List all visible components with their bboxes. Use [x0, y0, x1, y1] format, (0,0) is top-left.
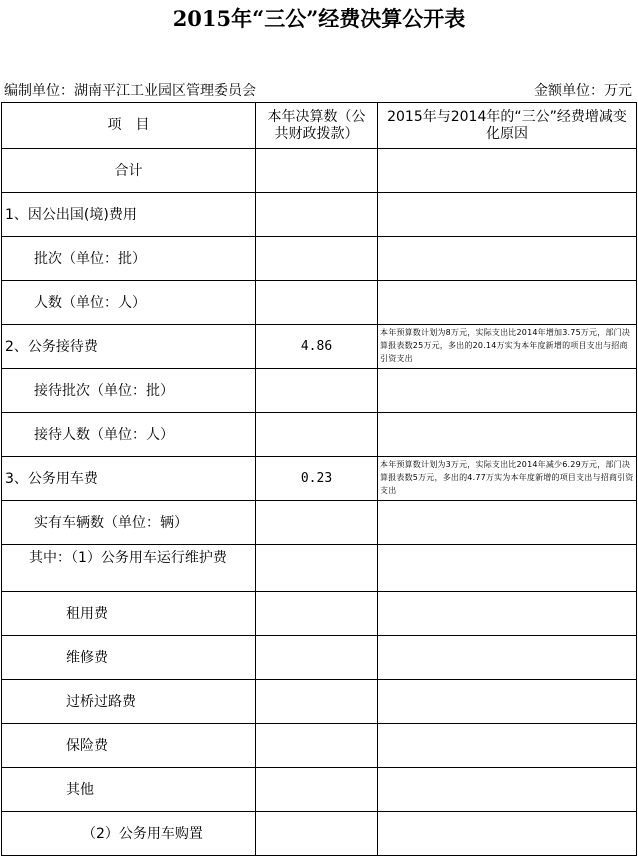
row-reason [378, 545, 637, 592]
row-amount [256, 636, 378, 680]
row-amount: 0.23 [256, 457, 378, 501]
row-name: 租用费 [2, 592, 256, 636]
page-title: 2015年“三公”经费决算公开表 [172, 6, 466, 31]
table-row [2, 193, 637, 237]
row-name: 3、公务用车费 [2, 457, 256, 501]
row-amount [256, 592, 378, 636]
row-amount [256, 501, 378, 545]
row-amount [256, 545, 378, 592]
table-row [2, 413, 637, 457]
table-row [2, 545, 637, 592]
row-reason [378, 768, 637, 812]
table-row [2, 724, 637, 768]
row-amount [256, 237, 378, 281]
table-row [2, 325, 637, 369]
row-amount [256, 413, 378, 457]
row-amount [256, 680, 378, 724]
row-name: （2）公务用车购置 [2, 812, 256, 856]
table-row [2, 149, 637, 193]
table-row [2, 636, 637, 680]
table-row [2, 680, 637, 724]
row-name: 2、公务接待费 [2, 325, 256, 369]
row-amount [256, 812, 378, 856]
row-amount [256, 724, 378, 768]
row-name: 保险费 [2, 724, 256, 768]
row-reason [378, 680, 637, 724]
row-amount [256, 193, 378, 237]
row-name: 其中：（1）公务用车运行维护费 [2, 545, 256, 592]
row-name: 维修费 [2, 636, 256, 680]
row-name: 实有车辆数（单位：辆） [2, 501, 256, 545]
row-total-name: 合计 [2, 149, 256, 193]
row-reason [378, 501, 637, 545]
table-row [2, 812, 637, 856]
row-reason: 本年预算数计划为3万元，实际支出比2014年减少6.29万元，部门决算报表数5万元，多出的4.77万实为本年度新增的项目支出与招商引资支出 [378, 457, 637, 501]
row-name: 批次（单位：批） [2, 237, 256, 281]
table-row [2, 768, 637, 812]
row-reason [378, 369, 637, 413]
row-name: 其他 [2, 768, 256, 812]
table-row [2, 237, 637, 281]
expense-table [1, 102, 637, 856]
row-reason [378, 812, 637, 856]
row-name: 接待人数（单位：人） [2, 413, 256, 457]
row-reason [378, 237, 637, 281]
org-label: 编制单位：湖南平江工业园区管理委员会 [4, 83, 256, 99]
row-amount: 4.86 [256, 325, 378, 369]
row-amount [256, 768, 378, 812]
table-row [2, 501, 637, 545]
header-reason: 2015年与2014年的“三公”经费增减变化原因 [378, 103, 637, 149]
table-row [2, 369, 637, 413]
row-name: 过桥过路费 [2, 680, 256, 724]
row-amount [256, 369, 378, 413]
row-name: 人数（单位：人） [2, 281, 256, 325]
table-header-row [2, 103, 637, 149]
row-amount [256, 149, 378, 193]
row-reason [378, 592, 637, 636]
table-row [2, 281, 637, 325]
row-name: 接待批次（单位：批） [2, 369, 256, 413]
unit-label: 金额单位：万元 [534, 83, 632, 99]
row-reason [378, 193, 637, 237]
row-amount [256, 281, 378, 325]
header-item: 项 目 [2, 103, 256, 149]
table-row [2, 457, 637, 501]
row-reason [378, 149, 637, 193]
header-amount: 本年决算数（公共财政拨款） [256, 103, 378, 149]
row-reason [378, 724, 637, 768]
row-reason [378, 413, 637, 457]
row-reason: 本年预算数计划为8万元，实际支出比2014年增加3.75万元，部门决算报表数25万元，多出的20.14万实为本年度新增的项目支出与招商引资支出 [378, 325, 637, 369]
table-row [2, 592, 637, 636]
row-name: 1、因公出国(境)费用 [2, 193, 256, 237]
row-reason [378, 281, 637, 325]
row-reason [378, 636, 637, 680]
